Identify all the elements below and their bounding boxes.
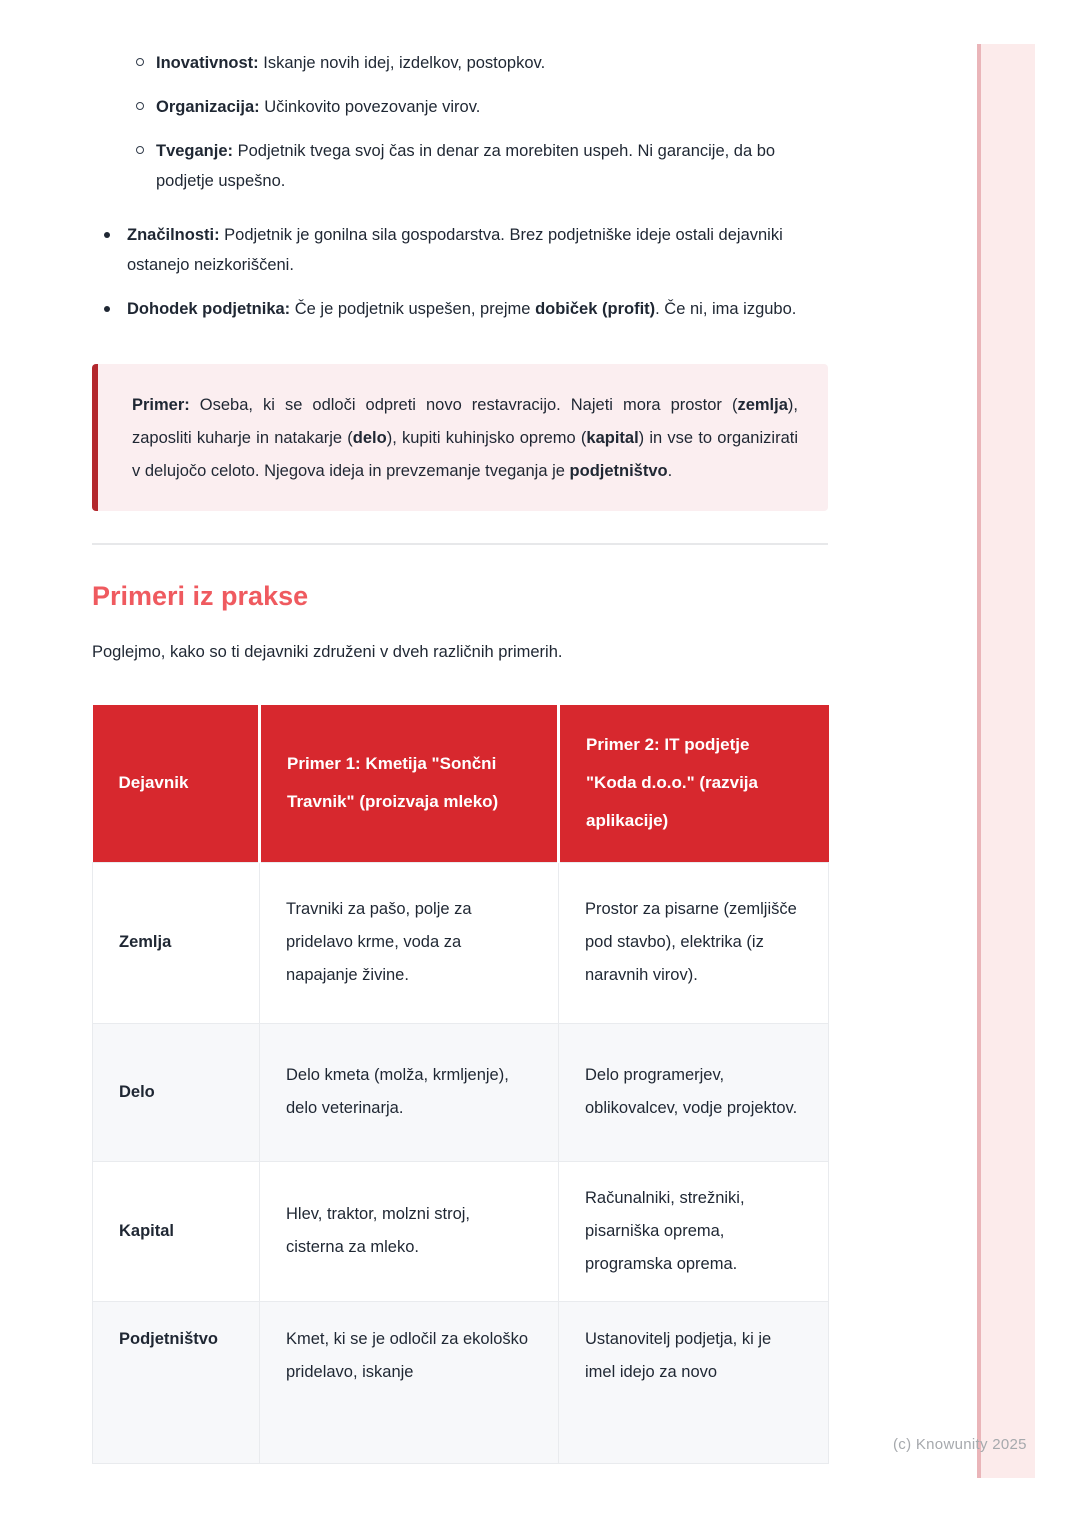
callout-bold-text: delo bbox=[352, 429, 387, 447]
list-item bbox=[92, 220, 828, 280]
list-item-text: Podjetnik je gonilna sila gospodarstva. Brez podjetniške ideje ostali dejavniki ostanejo neizkoriščeni. bbox=[127, 226, 783, 274]
table-cell-primer2: Računalniki, strežniki, pisarniška oprema, programska oprema. bbox=[559, 1161, 829, 1301]
list-item-text: . Če ni, ima izgubo. bbox=[655, 300, 797, 318]
section-heading: Primeri iz prakse bbox=[92, 581, 309, 611]
dot-bullet-icon bbox=[104, 232, 110, 238]
callout-bold-text: zemlja bbox=[737, 396, 788, 414]
list-item-label: Tveganje: bbox=[156, 142, 234, 160]
table-row bbox=[93, 1161, 829, 1301]
table-cell-primer2: Ustanovitelj podjetja, ki je imel idejo za novo bbox=[559, 1301, 829, 1463]
table-cell-factor: Kapital bbox=[93, 1161, 260, 1301]
callout-text: ), kupiti kuhinjsko opremo ( bbox=[386, 429, 587, 447]
list-item-text: Če je podjetnik uspešen, prejme bbox=[290, 300, 536, 318]
table-row bbox=[93, 1023, 829, 1161]
sub-bullet-list bbox=[92, 48, 828, 196]
table-header-dejavnik: Dejavnik bbox=[93, 705, 260, 862]
list-item-text: Iskanje novih idej, izdelkov, postopkov. bbox=[258, 54, 546, 72]
table-row bbox=[93, 862, 829, 1023]
table-cell-primer1: Delo kmeta (molža, krmljenje), delo veterinarja. bbox=[260, 1023, 559, 1161]
list-item bbox=[92, 48, 828, 78]
circle-bullet-icon bbox=[136, 102, 144, 110]
page-edge-stripe bbox=[977, 44, 1035, 1478]
table-header-primer2: Primer 2: IT podjetje "Koda d.o.o." (razvija aplikacije) bbox=[559, 705, 829, 862]
factors-comparison-table bbox=[92, 705, 829, 1464]
copyright-watermark: (c) Knowunity 2025 bbox=[893, 1436, 1027, 1453]
callout-text: ), zaposliti kuharje in natakarje ( bbox=[132, 396, 798, 447]
callout-text: Oseba, ki se odloči odpreti novo restavracijo. Najeti mora prostor ( bbox=[189, 396, 738, 414]
list-item-label: Značilnosti: bbox=[127, 226, 220, 244]
list-item-bold-text: dobiček (profit) bbox=[535, 300, 656, 318]
list-item bbox=[92, 136, 828, 196]
section-lead-paragraph: Poglejmo, kako so ti dejavniki združeni v dveh različnih primerih. bbox=[92, 643, 563, 661]
table-cell-primer1: Travniki za pašo, polje za pridelavo krme, voda za napajanje živine. bbox=[260, 862, 559, 1023]
example-callout bbox=[92, 364, 828, 511]
list-item-label: Dohodek podjetnika: bbox=[127, 300, 291, 318]
section-divider bbox=[92, 543, 828, 545]
table-cell-factor: Delo bbox=[93, 1023, 260, 1161]
table-row bbox=[93, 1301, 829, 1463]
list-item bbox=[92, 294, 828, 324]
table-cell-primer1: Hlev, traktor, molzni stroj, cisterna za mleko. bbox=[260, 1161, 559, 1301]
table-cell-primer1: Kmet, ki se je odločil za ekološko pridelavo, iskanje bbox=[260, 1301, 559, 1463]
table-cell-factor: Podjetništvo bbox=[93, 1301, 260, 1463]
list-item bbox=[92, 92, 828, 122]
circle-bullet-icon bbox=[136, 146, 144, 154]
list-item-label: Inovativnost: bbox=[156, 54, 259, 72]
list-item-text: Podjetnik tvega svoj čas in denar za morebiten uspeh. Ni garancije, da bo podjetje uspešno. bbox=[156, 142, 776, 190]
table-cell-factor: Zemlja bbox=[93, 862, 260, 1023]
table-header-row bbox=[93, 705, 829, 862]
table-cell-primer2: Prostor za pisarne (zemljišče pod stavbo), elektrika (iz naravnih virov). bbox=[559, 862, 829, 1023]
callout-text: ) in vse to organizirati v delujočo celoto. Njegova ideja in prevzemanje tveganja je bbox=[132, 429, 798, 480]
list-item-label: Organizacija: bbox=[156, 98, 260, 116]
callout-label: Primer: bbox=[132, 396, 190, 414]
callout-bold-text: kapital bbox=[586, 429, 639, 447]
table-cell-primer2: Delo programerjev, oblikovalcev, vodje projektov. bbox=[559, 1023, 829, 1161]
circle-bullet-icon bbox=[136, 58, 144, 66]
dot-bullet-icon bbox=[104, 306, 110, 312]
list-item-text: Učinkovito povezovanje virov. bbox=[259, 98, 481, 116]
table-header-primer1: Primer 1: Kmetija "Sončni Travnik" (proizvaja mleko) bbox=[260, 705, 559, 862]
document-content bbox=[92, 48, 828, 1464]
callout-bold-text: podjetništvo bbox=[569, 462, 668, 480]
main-bullet-list bbox=[92, 220, 828, 324]
callout-text: . bbox=[667, 462, 673, 480]
